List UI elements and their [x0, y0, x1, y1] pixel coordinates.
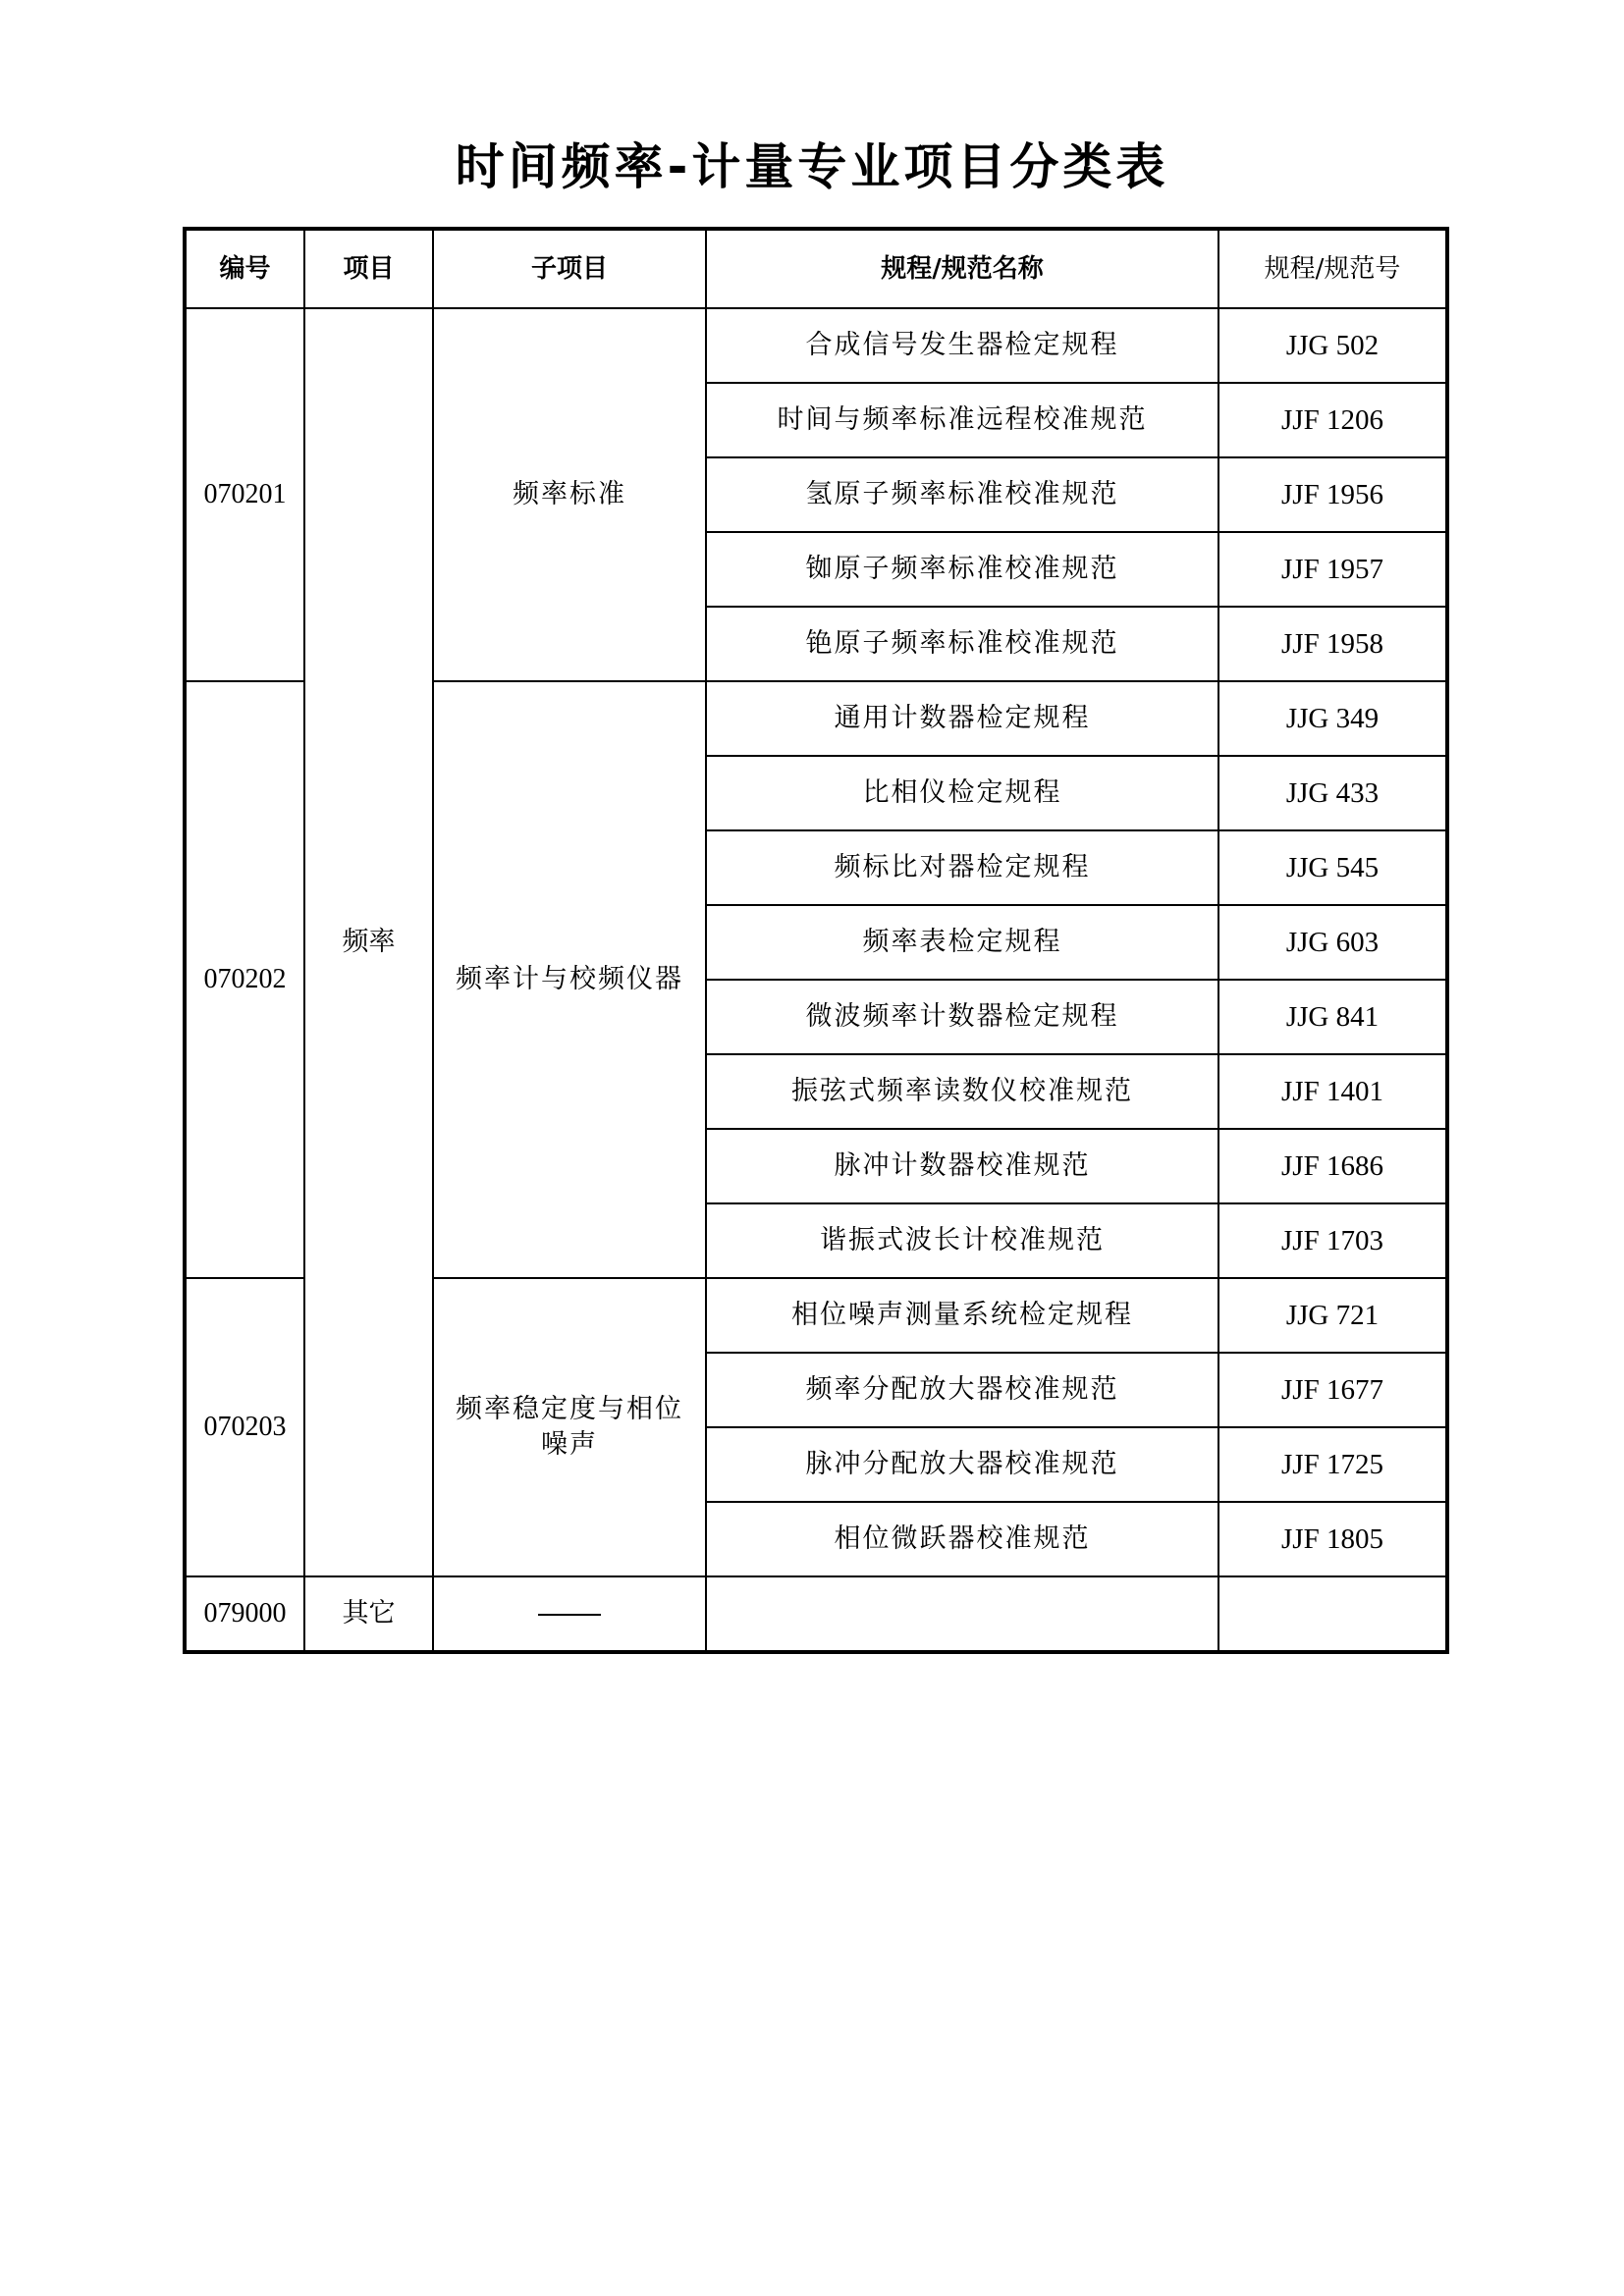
header-row	[185, 229, 1447, 308]
spec-no-cell: JJG 721	[1218, 1278, 1447, 1353]
spec-name-cell: 振弦式频率读数仪校准规范	[706, 1054, 1218, 1129]
spec-name-cell: 比相仪检定规程	[706, 756, 1218, 830]
spec-no-cell: JJF 1206	[1218, 383, 1447, 457]
sub-item-cell: 频率计与校频仪器	[433, 681, 706, 1278]
code-cell: 079000	[185, 1576, 304, 1652]
code-cell: 070203	[185, 1278, 304, 1576]
spec-name-cell: 铯原子频率标准校准规范	[706, 607, 1218, 681]
classification-table	[183, 227, 1449, 1654]
table-row	[185, 308, 1447, 383]
spec-name-cell: 铷原子频率标准校准规范	[706, 532, 1218, 607]
spec-name-cell: 脉冲分配放大器校准规范	[706, 1427, 1218, 1502]
spec-no-cell: JJF 1703	[1218, 1203, 1447, 1278]
sub-item-cell: 频率稳定度与相位噪声	[433, 1278, 706, 1576]
spec-name-cell: 脉冲计数器校准规范	[706, 1129, 1218, 1203]
spec-no-cell: JJG 433	[1218, 756, 1447, 830]
spec-name-cell: 频率表检定规程	[706, 905, 1218, 980]
spec-no-cell: JJF 1956	[1218, 457, 1447, 532]
code-cell: 070202	[185, 681, 304, 1278]
dash-placeholder	[538, 1614, 601, 1616]
spec-no-cell: JJG 502	[1218, 308, 1447, 383]
spec-no-cell: JJF 1957	[1218, 532, 1447, 607]
spec-no-cell: JJG 841	[1218, 980, 1447, 1054]
spec-no-cell: JJG 545	[1218, 830, 1447, 905]
spec-no-cell: JJG 603	[1218, 905, 1447, 980]
item-cell-frequency: 频率	[304, 308, 433, 1576]
spec-no-cell: JJF 1677	[1218, 1353, 1447, 1427]
spec-name-cell: 时间与频率标准远程校准规范	[706, 383, 1218, 457]
spec-name-cell-empty	[706, 1576, 1218, 1652]
spec-no-cell: JJF 1401	[1218, 1054, 1447, 1129]
header-item: 项目	[304, 229, 433, 308]
spec-name-cell: 频标比对器检定规程	[706, 830, 1218, 905]
sub-item-cell: 频率标准	[433, 308, 706, 681]
spec-name-cell: 相位噪声测量系统检定规程	[706, 1278, 1218, 1353]
spec-no-cell: JJG 349	[1218, 681, 1447, 756]
spec-name-cell: 相位微跃器校准规范	[706, 1502, 1218, 1576]
spec-name-cell: 合成信号发生器检定规程	[706, 308, 1218, 383]
header-spec-no: 规程/规范号	[1218, 229, 1447, 308]
item-cell-other: 其它	[304, 1576, 433, 1652]
spec-no-cell-empty	[1218, 1576, 1447, 1652]
spec-name-cell: 氢原子频率标准校准规范	[706, 457, 1218, 532]
header-sub-item: 子项目	[433, 229, 706, 308]
spec-no-cell: JJF 1686	[1218, 1129, 1447, 1203]
sub-item-cell-empty	[433, 1576, 706, 1652]
spec-no-cell: JJF 1725	[1218, 1427, 1447, 1502]
table-row-other	[185, 1576, 1447, 1652]
spec-name-cell: 谐振式波长计校准规范	[706, 1203, 1218, 1278]
spec-name-cell: 频率分配放大器校准规范	[706, 1353, 1218, 1427]
header-spec-name: 规程/规范名称	[706, 229, 1218, 308]
spec-no-cell: JJF 1805	[1218, 1502, 1447, 1576]
spec-name-cell: 通用计数器检定规程	[706, 681, 1218, 756]
header-code: 编号	[185, 229, 304, 308]
spec-no-cell: JJF 1958	[1218, 607, 1447, 681]
page-title: 时间频率-计量专业项目分类表	[455, 138, 1169, 195]
spec-name-cell: 微波频率计数器检定规程	[706, 980, 1218, 1054]
code-cell: 070201	[185, 308, 304, 681]
